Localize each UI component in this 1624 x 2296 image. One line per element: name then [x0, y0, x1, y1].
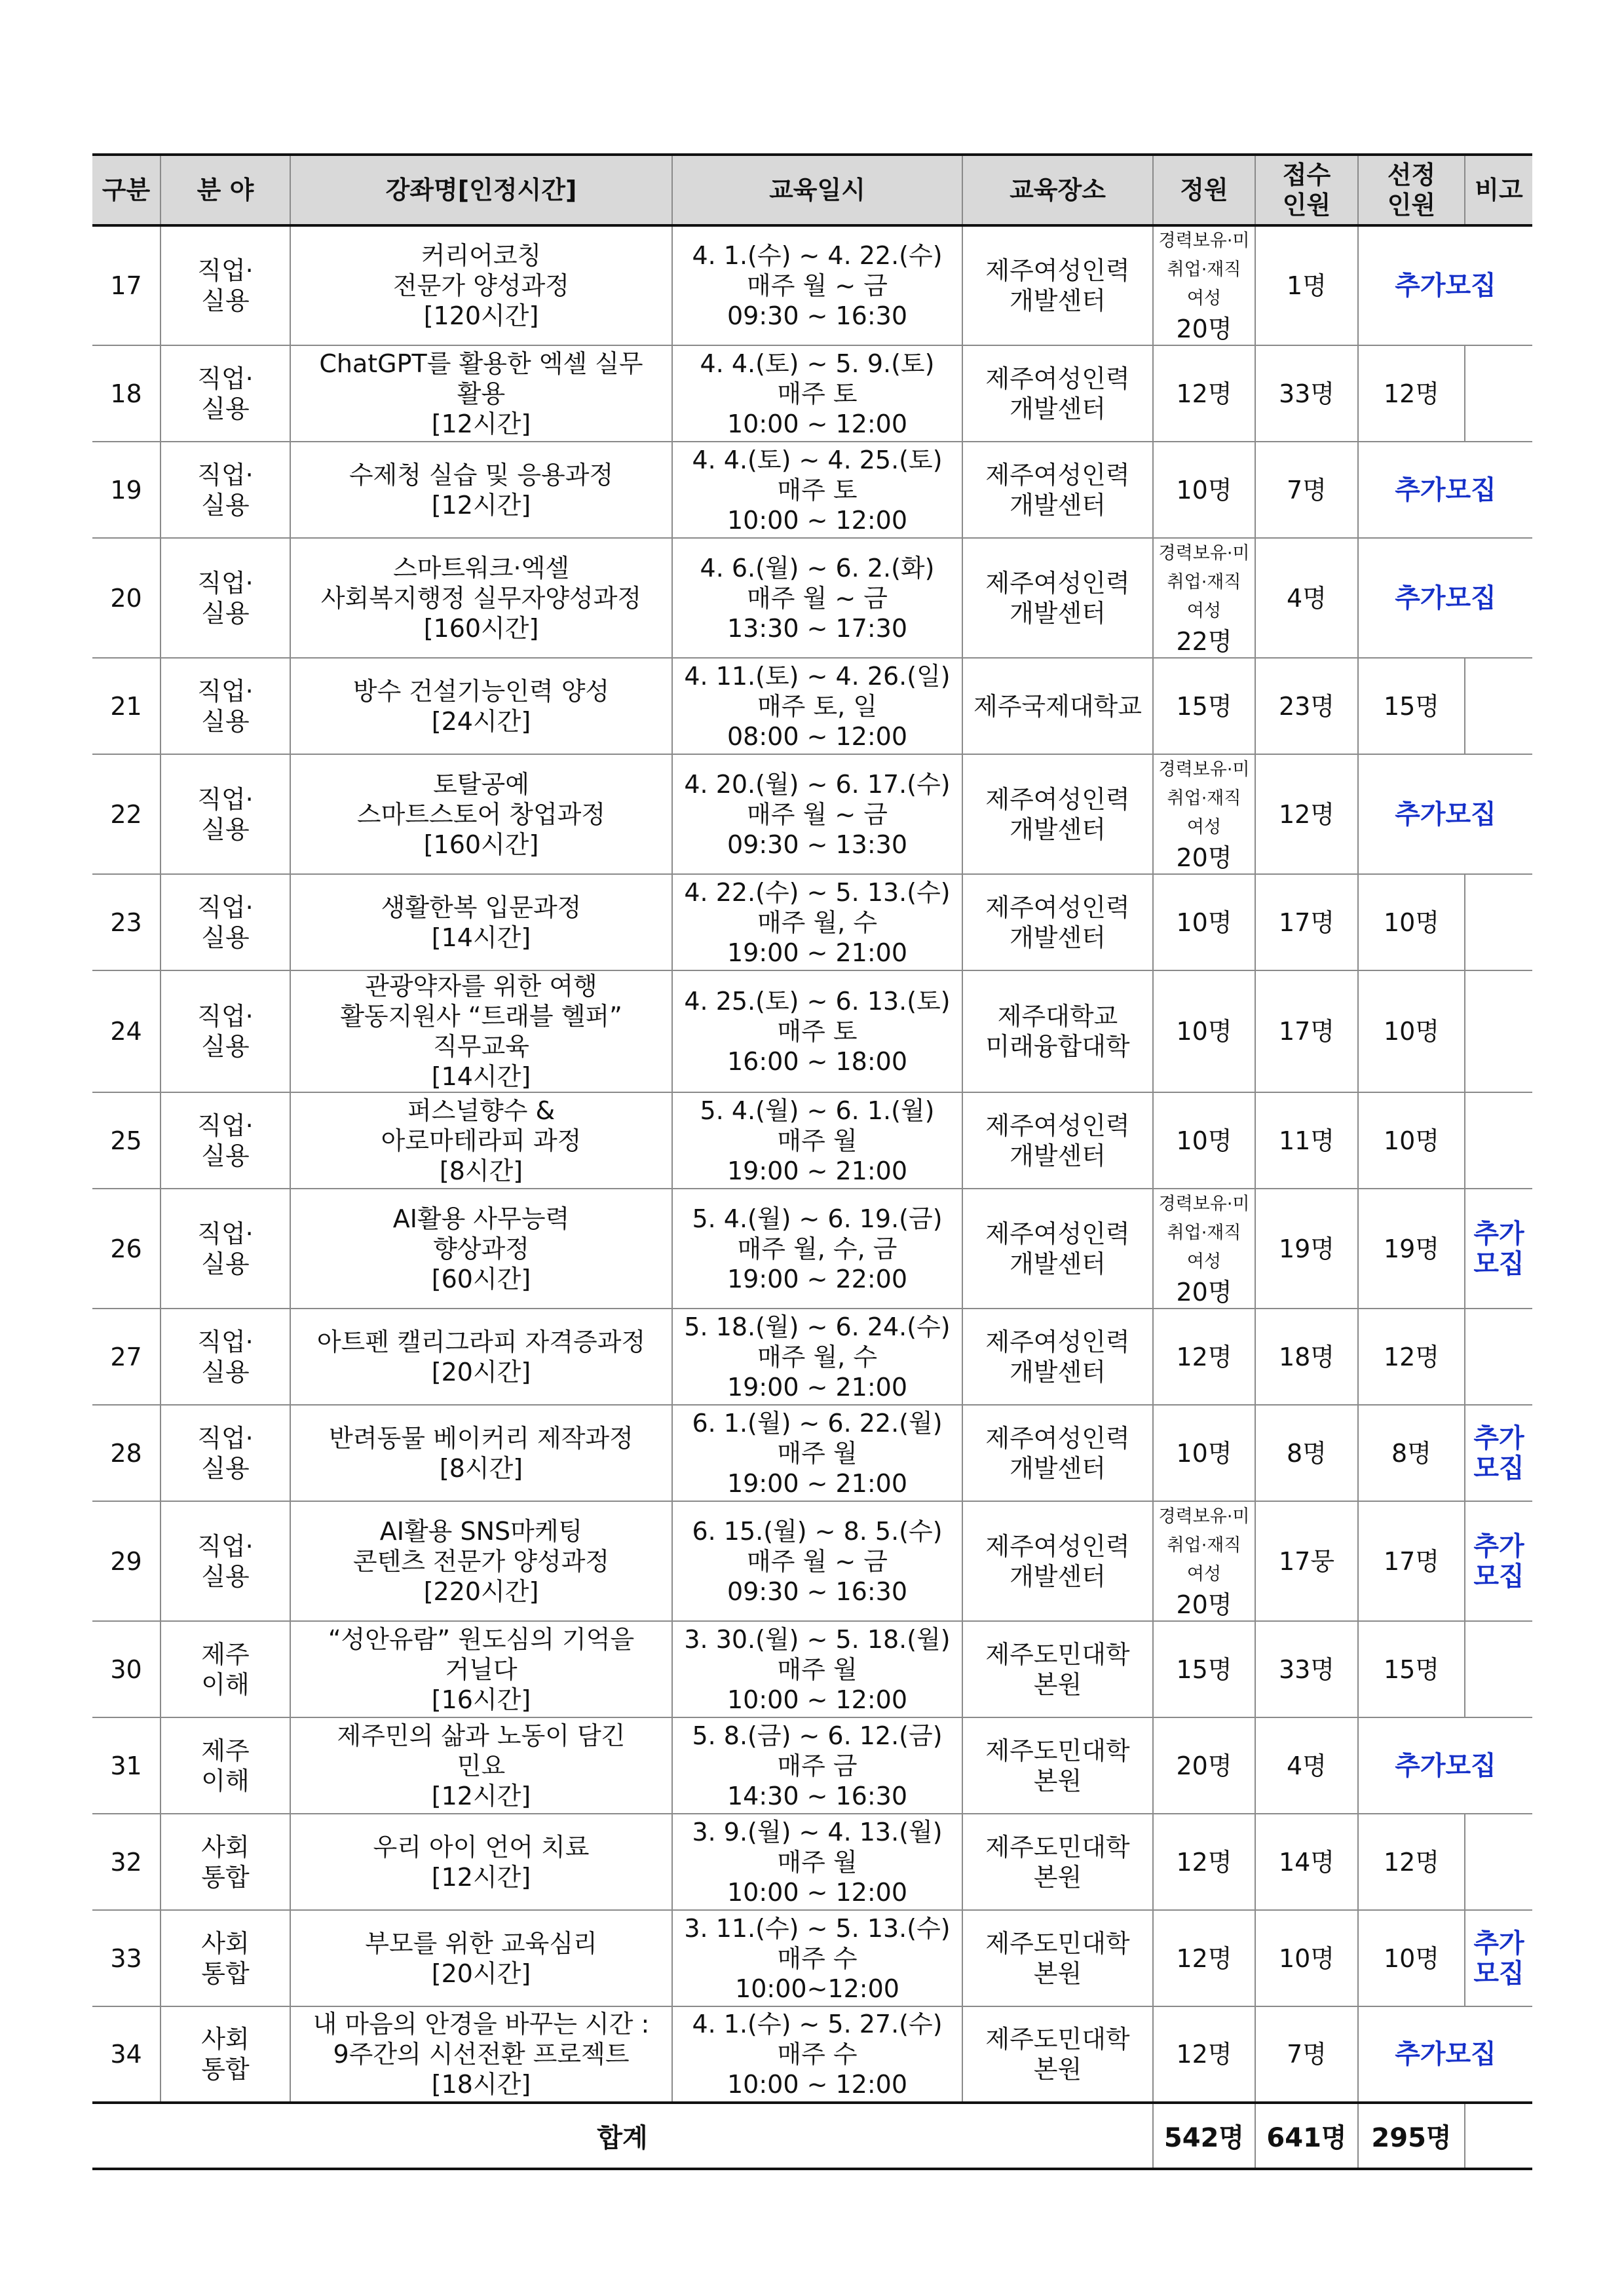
row-note-recruit: 추가모집	[1358, 225, 1532, 345]
total-capacity: 542명	[1153, 2103, 1255, 2169]
row-place: 제주도민대학 본원	[962, 1717, 1153, 1814]
row-field: 직업· 실용	[161, 874, 290, 970]
total-row	[92, 2103, 1532, 2169]
row-note-recruit: 추가모집	[1358, 754, 1532, 874]
table-row	[92, 1189, 1532, 1309]
row-schedule: 3. 9.(월) ~ 4. 13.(월) 매주 월 10:00 ~ 12:00	[672, 1814, 962, 1910]
header-note: 비고	[1465, 155, 1532, 225]
row-place: 제주여성인력 개발센터	[962, 442, 1153, 538]
row-capacity: 12명	[1153, 1814, 1255, 1910]
row-number: 31	[92, 1717, 161, 1814]
row-capacity: 15명	[1153, 658, 1255, 754]
row-course-name: 부모를 위한 교육심리 [20시간]	[290, 1910, 672, 2006]
row-applied: 18명	[1255, 1309, 1358, 1405]
row-place: 제주대학교 미래융합대학	[962, 970, 1153, 1092]
row-selected: 19명	[1358, 1189, 1465, 1309]
table-body	[92, 225, 1532, 2103]
row-note	[1465, 1309, 1532, 1405]
row-selected: 15명	[1358, 1621, 1465, 1717]
row-place: 제주도민대학 본원	[962, 2006, 1153, 2103]
table-row	[92, 1405, 1532, 1501]
row-selected: 12명	[1358, 1309, 1465, 1405]
row-applied: 10명	[1255, 1910, 1358, 2006]
row-field: 직업· 실용	[161, 1405, 290, 1501]
row-applied: 4명	[1255, 1717, 1358, 1814]
total-selected: 295명	[1358, 2103, 1465, 2169]
row-selected: 10명	[1358, 874, 1465, 970]
row-place: 제주여성인력 개발센터	[962, 754, 1153, 874]
row-capacity: 10명	[1153, 1405, 1255, 1501]
row-number: 22	[92, 754, 161, 874]
row-place: 제주도민대학 본원	[962, 1910, 1153, 2006]
table-row	[92, 442, 1532, 538]
table-row	[92, 1092, 1532, 1189]
row-applied: 1명	[1255, 225, 1358, 345]
header-applied: 접수 인원	[1255, 155, 1358, 225]
row-field: 직업· 실용	[161, 1309, 290, 1405]
row-place: 제주여성인력 개발센터	[962, 1501, 1153, 1621]
row-number: 29	[92, 1501, 161, 1621]
row-number: 20	[92, 538, 161, 658]
row-course-name: 반려동물 베이커리 제작과정 [8시간]	[290, 1405, 672, 1501]
table-row	[92, 538, 1532, 658]
row-course-name: ChatGPT를 활용한 엑셀 실무 활용 [12시간]	[290, 345, 672, 442]
row-applied: 33명	[1255, 1621, 1358, 1717]
row-course-name: AI활용 SNS마케팅 콘텐츠 전문가 양성과정 [220시간]	[290, 1501, 672, 1621]
row-capacity: 10명	[1153, 874, 1255, 970]
row-place: 제주도민대학 본원	[962, 1621, 1153, 1717]
row-note	[1465, 658, 1532, 754]
row-note: 추가 모집	[1465, 1501, 1532, 1621]
table-row	[92, 345, 1532, 442]
row-selected: 10명	[1358, 1092, 1465, 1189]
row-applied: 14명	[1255, 1814, 1358, 1910]
row-field: 직업· 실용	[161, 1092, 290, 1189]
row-field: 직업· 실용	[161, 1189, 290, 1309]
row-note	[1465, 970, 1532, 1092]
row-applied: 17뭉	[1255, 1501, 1358, 1621]
total-note	[1465, 2103, 1532, 2169]
row-course-name: 우리 아이 언어 치료 [12시간]	[290, 1814, 672, 1910]
row-number: 26	[92, 1189, 161, 1309]
row-capacity: 경력보유·미 취업·재직 여성 22명	[1153, 538, 1255, 658]
total-label: 합계	[92, 2103, 1153, 2169]
row-selected: 10명	[1358, 970, 1465, 1092]
row-applied: 23명	[1255, 658, 1358, 754]
row-place: 제주여성인력 개발센터	[962, 874, 1153, 970]
row-schedule: 5. 4.(월) ~ 6. 19.(금) 매주 월, 수, 금 19:00 ~ 22:00	[672, 1189, 962, 1309]
row-place: 제주여성인력 개발센터	[962, 1405, 1153, 1501]
table-row	[92, 970, 1532, 1092]
header-selected: 선정 인원	[1358, 155, 1465, 225]
row-course-name: 토탈공예 스마트스토어 창업과정 [160시간]	[290, 754, 672, 874]
row-capacity: 12명	[1153, 1309, 1255, 1405]
table-row	[92, 658, 1532, 754]
row-field: 사회 통합	[161, 1814, 290, 1910]
row-course-name: 수제청 실습 및 응용과정 [12시간]	[290, 442, 672, 538]
row-schedule: 4. 1.(수) ~ 4. 22.(수) 매주 월 ~ 금 09:30 ~ 16:30	[672, 225, 962, 345]
row-applied: 7명	[1255, 442, 1358, 538]
row-number: 23	[92, 874, 161, 970]
row-selected: 17명	[1358, 1501, 1465, 1621]
row-place: 제주여성인력 개발센터	[962, 538, 1153, 658]
row-field: 사회 통합	[161, 1910, 290, 2006]
row-number: 33	[92, 1910, 161, 2006]
row-applied: 17명	[1255, 874, 1358, 970]
row-note-recruit: 추가모집	[1358, 1717, 1532, 1814]
row-selected: 8명	[1358, 1405, 1465, 1501]
row-course-name: 제주민의 삶과 노동이 담긴 민요 [12시간]	[290, 1717, 672, 1814]
row-schedule: 4. 4.(토) ~ 4. 25.(토) 매주 토 10:00 ~ 12:00	[672, 442, 962, 538]
row-course-name: 관광약자를 위한 여행 활동지원사 “트래블 헬퍼” 직무교육 [14시간]	[290, 970, 672, 1092]
row-note	[1465, 1092, 1532, 1189]
row-field: 직업· 실용	[161, 970, 290, 1092]
row-note-recruit: 추가모집	[1358, 2006, 1532, 2103]
row-note: 추가 모집	[1465, 1189, 1532, 1309]
row-schedule: 3. 30.(월) ~ 5. 18.(월) 매주 월 10:00 ~ 12:00	[672, 1621, 962, 1717]
row-course-name: 내 마음의 안경을 바꾸는 시간 : 9주간의 시선전환 프로젝트 [18시간]	[290, 2006, 672, 2103]
table-row	[92, 1910, 1532, 2006]
row-capacity: 10명	[1153, 1092, 1255, 1189]
row-course-name: 커리어코칭 전문가 양성과정 [120시간]	[290, 225, 672, 345]
table-row	[92, 1621, 1532, 1717]
row-schedule: 5. 4.(월) ~ 6. 1.(월) 매주 월 19:00 ~ 21:00	[672, 1092, 962, 1189]
table-row	[92, 1814, 1532, 1910]
row-field: 사회 통합	[161, 2006, 290, 2103]
row-note	[1465, 874, 1532, 970]
row-place: 제주여성인력 개발센터	[962, 1092, 1153, 1189]
header-no: 구분	[92, 155, 161, 225]
table-row	[92, 1501, 1532, 1621]
row-capacity: 15명	[1153, 1621, 1255, 1717]
row-capacity: 12명	[1153, 1910, 1255, 2006]
row-applied: 12명	[1255, 754, 1358, 874]
row-place: 제주여성인력 개발센터	[962, 1189, 1153, 1309]
row-capacity: 경력보유·미 취업·재직 여성 20명	[1153, 1189, 1255, 1309]
row-number: 30	[92, 1621, 161, 1717]
row-place: 제주국제대학교	[962, 658, 1153, 754]
row-applied: 33명	[1255, 345, 1358, 442]
table-row	[92, 225, 1532, 345]
row-note: 추가 모집	[1465, 1405, 1532, 1501]
table-row	[92, 2006, 1532, 2103]
row-course-name: “성안유람” 원도심의 기억을 거닐다 [16시간]	[290, 1621, 672, 1717]
row-course-name: 퍼스널향수 & 아로마테라피 과정 [8시간]	[290, 1092, 672, 1189]
row-schedule: 4. 1.(수) ~ 5. 27.(수) 매주 수 10:00 ~ 12:00	[672, 2006, 962, 2103]
row-note-recruit: 추가모집	[1358, 442, 1532, 538]
row-field: 제주 이해	[161, 1621, 290, 1717]
row-field: 직업· 실용	[161, 754, 290, 874]
row-number: 19	[92, 442, 161, 538]
row-schedule: 4. 11.(토) ~ 4. 26.(일) 매주 토, 일 08:00 ~ 12:00	[672, 658, 962, 754]
header-row	[92, 155, 1532, 225]
row-place: 제주여성인력 개발센터	[962, 345, 1153, 442]
row-schedule: 5. 8.(금) ~ 6. 12.(금) 매주 금 14:30 ~ 16:30	[672, 1717, 962, 1814]
row-capacity: 경력보유·미 취업·재직 여성 20명	[1153, 1501, 1255, 1621]
row-course-name: 생활한복 입문과정 [14시간]	[290, 874, 672, 970]
table-row	[92, 754, 1532, 874]
row-course-name: 아트펜 캘리그라피 자격증과정 [20시간]	[290, 1309, 672, 1405]
table-row	[92, 874, 1532, 970]
row-field: 제주 이해	[161, 1717, 290, 1814]
row-place: 제주여성인력 개발센터	[962, 225, 1153, 345]
row-schedule: 5. 18.(월) ~ 6. 24.(수) 매주 월, 수 19:00 ~ 21:00	[672, 1309, 962, 1405]
header-capacity: 정원	[1153, 155, 1255, 225]
row-field: 직업· 실용	[161, 538, 290, 658]
row-schedule: 4. 4.(토) ~ 5. 9.(토) 매주 토 10:00 ~ 12:00	[672, 345, 962, 442]
row-note: 추가 모집	[1465, 1910, 1532, 2006]
row-number: 21	[92, 658, 161, 754]
row-schedule: 6. 1.(월) ~ 6. 22.(월) 매주 월 19:00 ~ 21:00	[672, 1405, 962, 1501]
course-table	[92, 153, 1532, 2170]
row-note-recruit: 추가모집	[1358, 538, 1532, 658]
row-applied: 19명	[1255, 1189, 1358, 1309]
row-number: 27	[92, 1309, 161, 1405]
row-note	[1465, 345, 1532, 442]
row-number: 32	[92, 1814, 161, 1910]
row-schedule: 4. 25.(토) ~ 6. 13.(토) 매주 토 16:00 ~ 18:00	[672, 970, 962, 1092]
row-schedule: 6. 15.(월) ~ 8. 5.(수) 매주 월 ~ 금 09:30 ~ 16:30	[672, 1501, 962, 1621]
row-capacity: 경력보유·미 취업·재직 여성 20명	[1153, 225, 1255, 345]
row-schedule: 4. 6.(월) ~ 6. 2.(화) 매주 월 ~ 금 13:30 ~ 17:30	[672, 538, 962, 658]
row-capacity: 12명	[1153, 345, 1255, 442]
row-applied: 8명	[1255, 1405, 1358, 1501]
row-number: 34	[92, 2006, 161, 2103]
row-selected: 12명	[1358, 1814, 1465, 1910]
row-number: 25	[92, 1092, 161, 1189]
row-place: 제주도민대학 본원	[962, 1814, 1153, 1910]
row-field: 직업· 실용	[161, 225, 290, 345]
row-applied: 7명	[1255, 2006, 1358, 2103]
row-applied: 11명	[1255, 1092, 1358, 1189]
row-note	[1465, 1621, 1532, 1717]
row-schedule: 4. 22.(수) ~ 5. 13.(수) 매주 월, 수 19:00 ~ 21:00	[672, 874, 962, 970]
row-selected: 15명	[1358, 658, 1465, 754]
row-applied: 17명	[1255, 970, 1358, 1092]
row-selected: 10명	[1358, 1910, 1465, 2006]
header-field: 분 야	[161, 155, 290, 225]
total-applied: 641명	[1255, 2103, 1358, 2169]
row-selected: 12명	[1358, 345, 1465, 442]
row-number: 28	[92, 1405, 161, 1501]
row-course-name: AI활용 사무능력 향상과정 [60시간]	[290, 1189, 672, 1309]
row-place: 제주여성인력 개발센터	[962, 1309, 1153, 1405]
row-capacity: 20명	[1153, 1717, 1255, 1814]
row-note	[1465, 1814, 1532, 1910]
row-field: 직업· 실용	[161, 658, 290, 754]
row-field: 직업· 실용	[161, 1501, 290, 1621]
row-applied: 4명	[1255, 538, 1358, 658]
row-field: 직업· 실용	[161, 345, 290, 442]
header-schedule: 교육일시	[672, 155, 962, 225]
table-row	[92, 1309, 1532, 1405]
row-capacity: 경력보유·미 취업·재직 여성 20명	[1153, 754, 1255, 874]
row-course-name: 스마트워크·엑셀 사회복지행정 실무자양성과정 [160시간]	[290, 538, 672, 658]
row-capacity: 10명	[1153, 442, 1255, 538]
row-number: 24	[92, 970, 161, 1092]
row-schedule: 3. 11.(수) ~ 5. 13.(수) 매주 수 10:00~12:00	[672, 1910, 962, 2006]
header-course: 강좌명[인정시간]	[290, 155, 672, 225]
row-field: 직업· 실용	[161, 442, 290, 538]
row-capacity: 10명	[1153, 970, 1255, 1092]
row-schedule: 4. 20.(월) ~ 6. 17.(수) 매주 월 ~ 금 09:30 ~ 13:30	[672, 754, 962, 874]
table-row	[92, 1717, 1532, 1814]
row-number: 18	[92, 345, 161, 442]
header-place: 교육장소	[962, 155, 1153, 225]
row-course-name: 방수 건설기능인력 양성 [24시간]	[290, 658, 672, 754]
row-capacity: 12명	[1153, 2006, 1255, 2103]
row-number: 17	[92, 225, 161, 345]
